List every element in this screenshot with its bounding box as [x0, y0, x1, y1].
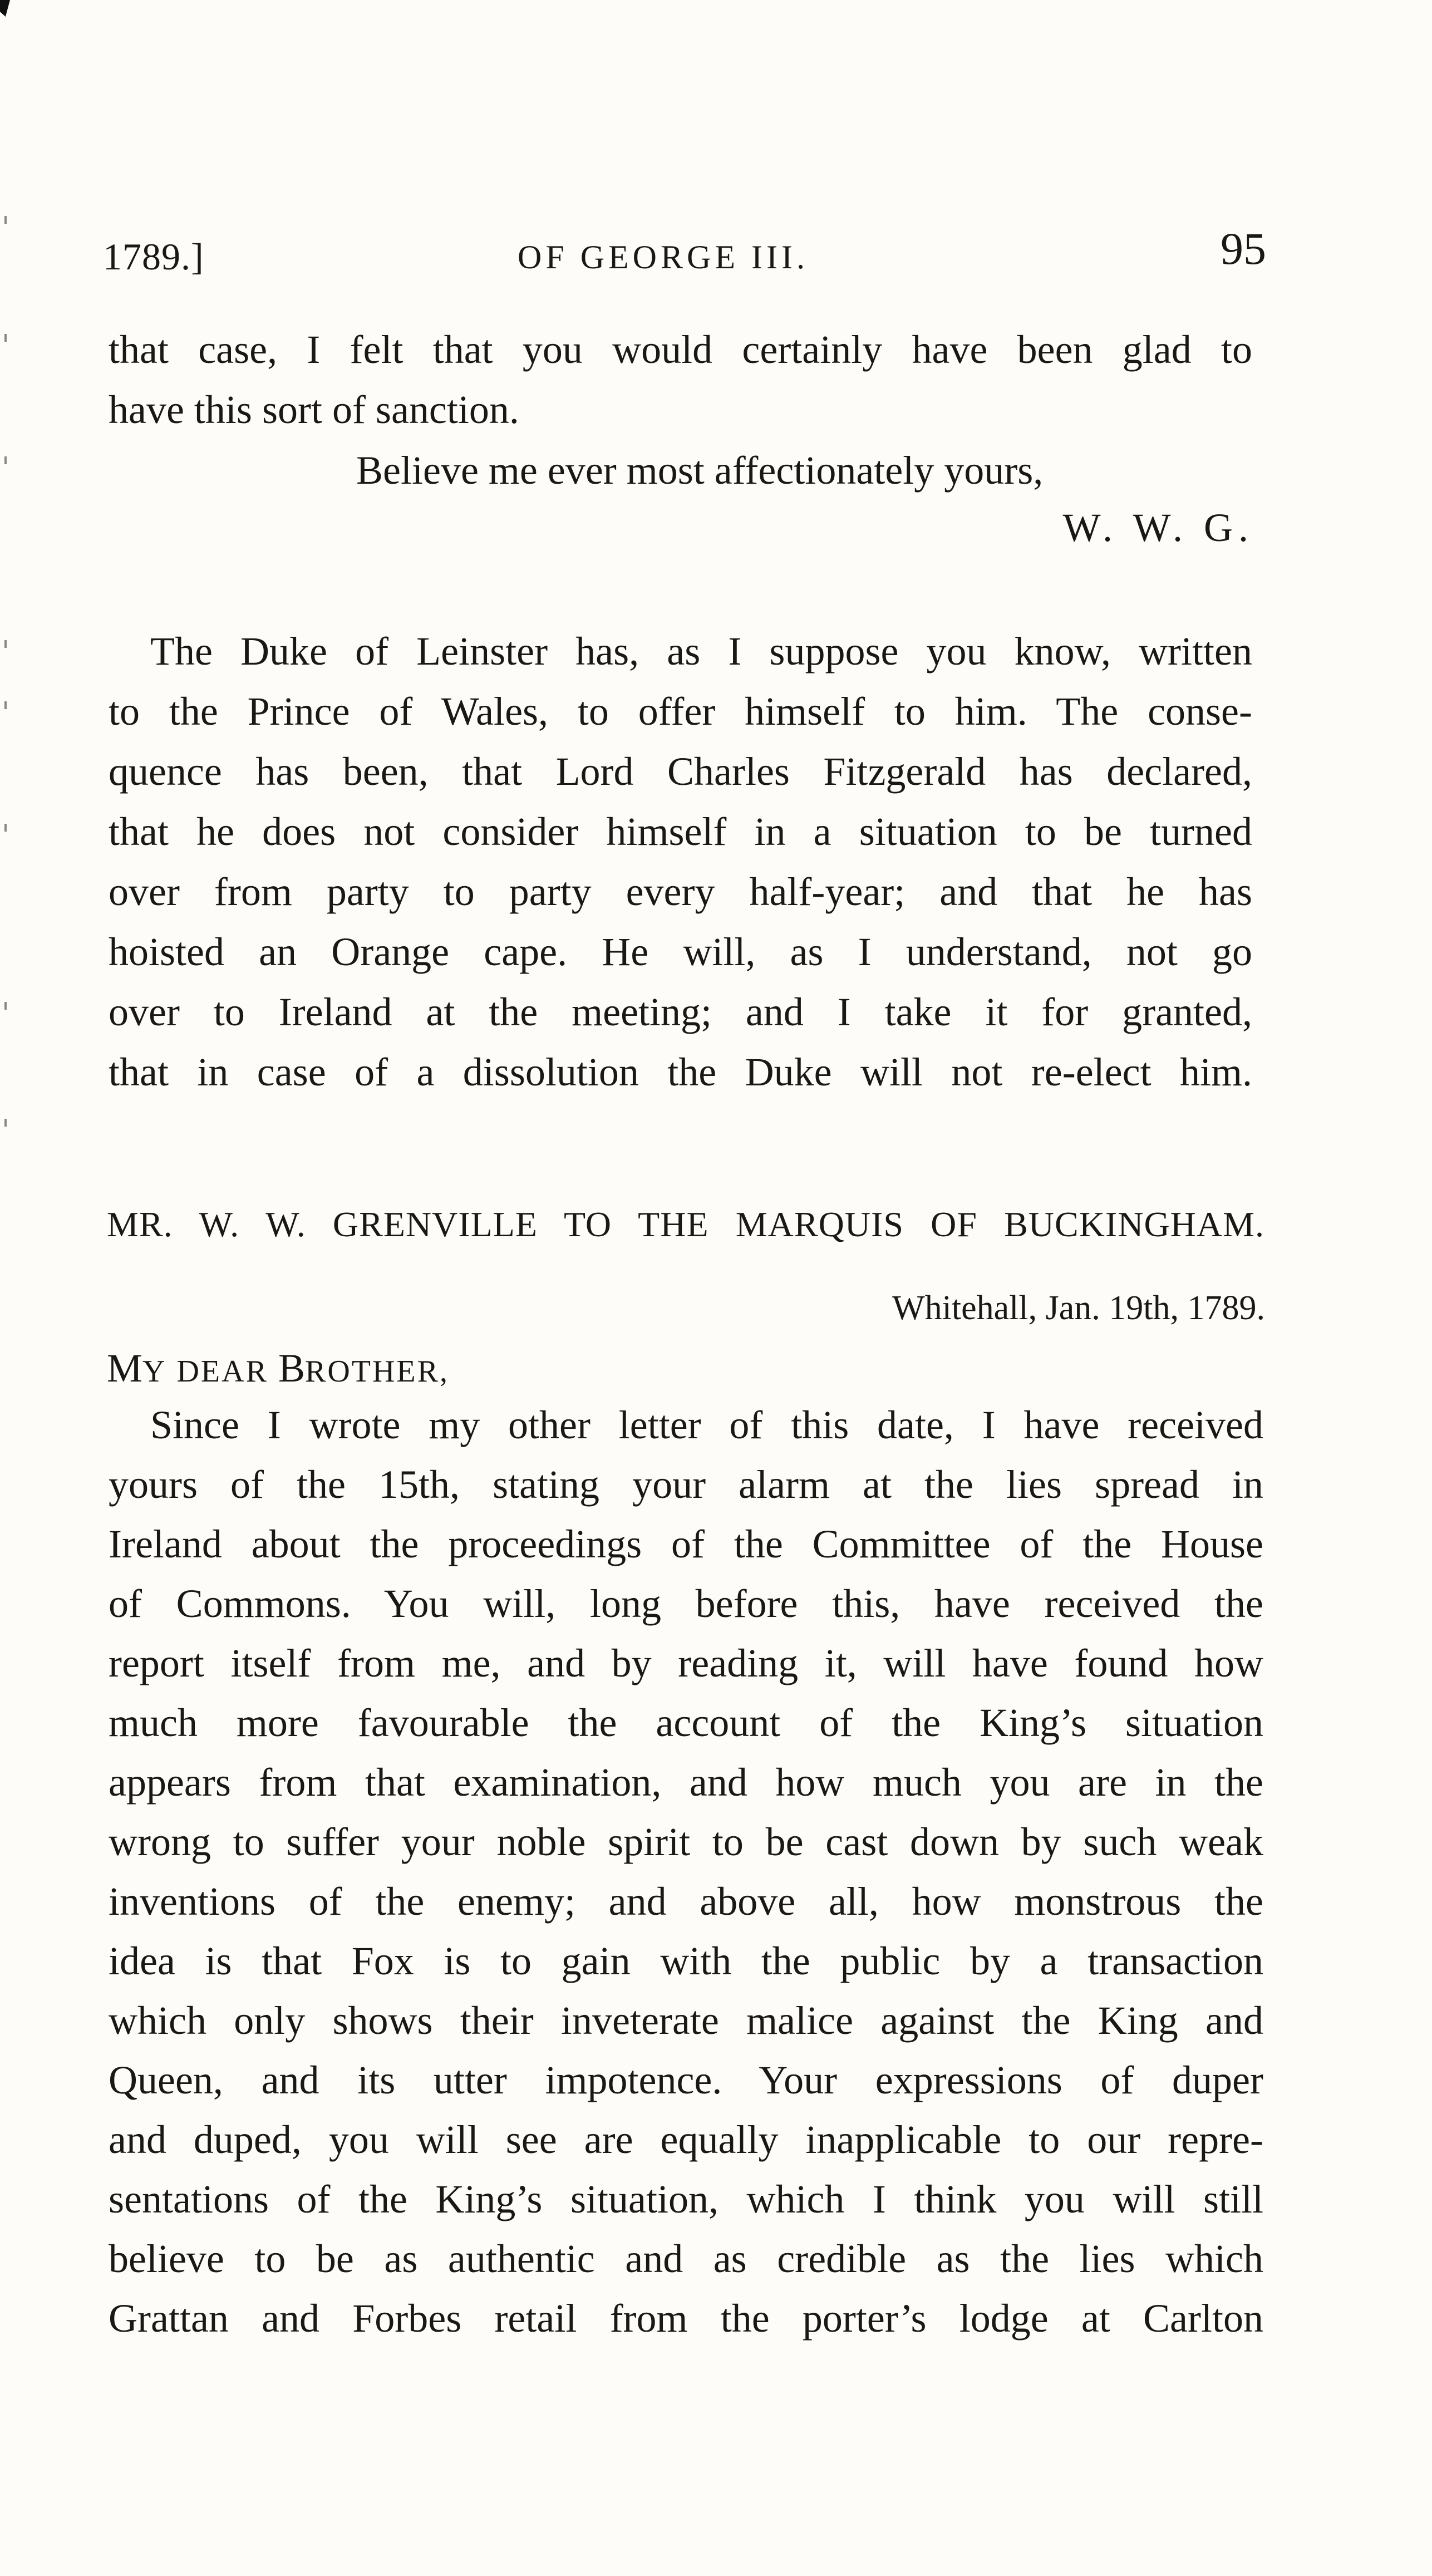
text-line: Since I wrote my other letter of this date, I have received [150, 1403, 1263, 1447]
salutation-part: DEAR [176, 1354, 268, 1389]
text-line: over to Ireland at the meeting; and I take it for granted, [109, 990, 1252, 1034]
text-line: which only shows their inveterate malice against the King and [109, 1998, 1263, 2043]
text-line: that case, I felt that you would certainly have been glad to [109, 327, 1252, 372]
text-line: that in case of a dissolution the Duke will not re-elect him. [109, 1050, 1252, 1094]
text-line: have this sort of sanction. [109, 387, 519, 432]
text-line: yours of the 15th, stating your alarm at the lies spread in [109, 1462, 1263, 1507]
text-line: appears from that examination, and how much you are in the [109, 1760, 1263, 1805]
text-line: quence has been, that Lord Charles Fitzgerald has declared, [109, 749, 1252, 794]
text-line: sentations of the King’s situation, which I think you will still [109, 2177, 1263, 2221]
letter-heading: MR. W. W. GRENVILLE TO THE MARQUIS OF BUCKINGHAM. [107, 1205, 1264, 1244]
dateline: Whitehall, Jan. 19th, 1789. [892, 1289, 1265, 1327]
text-line: believe to be as authentic and as credible as the lies which [109, 2236, 1263, 2281]
salutation [107, 1340, 449, 1396]
corner-mark [0, 0, 10, 17]
text-line: Ireland about the proceedings of the Committee of the House [109, 1522, 1263, 1566]
running-title: OF GEORGE III. [518, 239, 809, 276]
text-line: to the Prince of Wales, to offer himself to him. The conse- [109, 689, 1252, 734]
margin-tick [4, 334, 7, 342]
text-line: hoisted an Orange cape. He will, as I understand, not go [109, 930, 1252, 974]
margin-tick [4, 701, 7, 709]
margin-tick [4, 824, 7, 832]
text-line: idea is that Fox is to gain with the public by a transaction [109, 1939, 1263, 1983]
salutation-part: B [278, 1346, 305, 1390]
text-line: that he does not consider himself in a situation to be turned [109, 809, 1252, 854]
running-header [103, 223, 1266, 284]
header-year: 1789.] [103, 235, 204, 278]
signature: W. W. G. [1062, 505, 1254, 550]
margin-tick [4, 1002, 7, 1010]
text-line: Grattan and Forbes retail from the porter’s lodge at Carlton [109, 2296, 1263, 2341]
text-line: and duped, you will see are equally inapplicable to our repre- [109, 2117, 1263, 2162]
valediction: Believe me ever most affectionately yours, [356, 448, 1044, 493]
text-line: inventions of the enemy; and above all, how monstrous the [109, 1879, 1263, 1924]
text-line: over from party to party every half-year; and that he has [109, 869, 1252, 914]
margin-tick [4, 1119, 7, 1127]
text-line: Queen, and its utter impotence. Your expressions of duper [109, 2058, 1263, 2102]
page-number: 95 [1221, 223, 1266, 274]
text-line: of Commons. You will, long before this, have received the [109, 1581, 1263, 1626]
salutation-part: Y [142, 1354, 167, 1389]
text-line: wrong to suffer your noble spirit to be cast down by such weak [109, 1820, 1263, 1864]
margin-tick [4, 216, 7, 224]
margin-tick [4, 456, 7, 464]
margin-tick [4, 640, 7, 648]
text-line: much more favourable the account of the King’s situation [109, 1700, 1263, 1745]
text-line: The Duke of Leinster has, as I suppose you know, written [150, 629, 1252, 674]
salutation-part: ROTHER, [304, 1354, 449, 1389]
salutation-part: M [107, 1346, 143, 1390]
text-line: report itself from me, and by reading it, will have found how [109, 1641, 1263, 1685]
